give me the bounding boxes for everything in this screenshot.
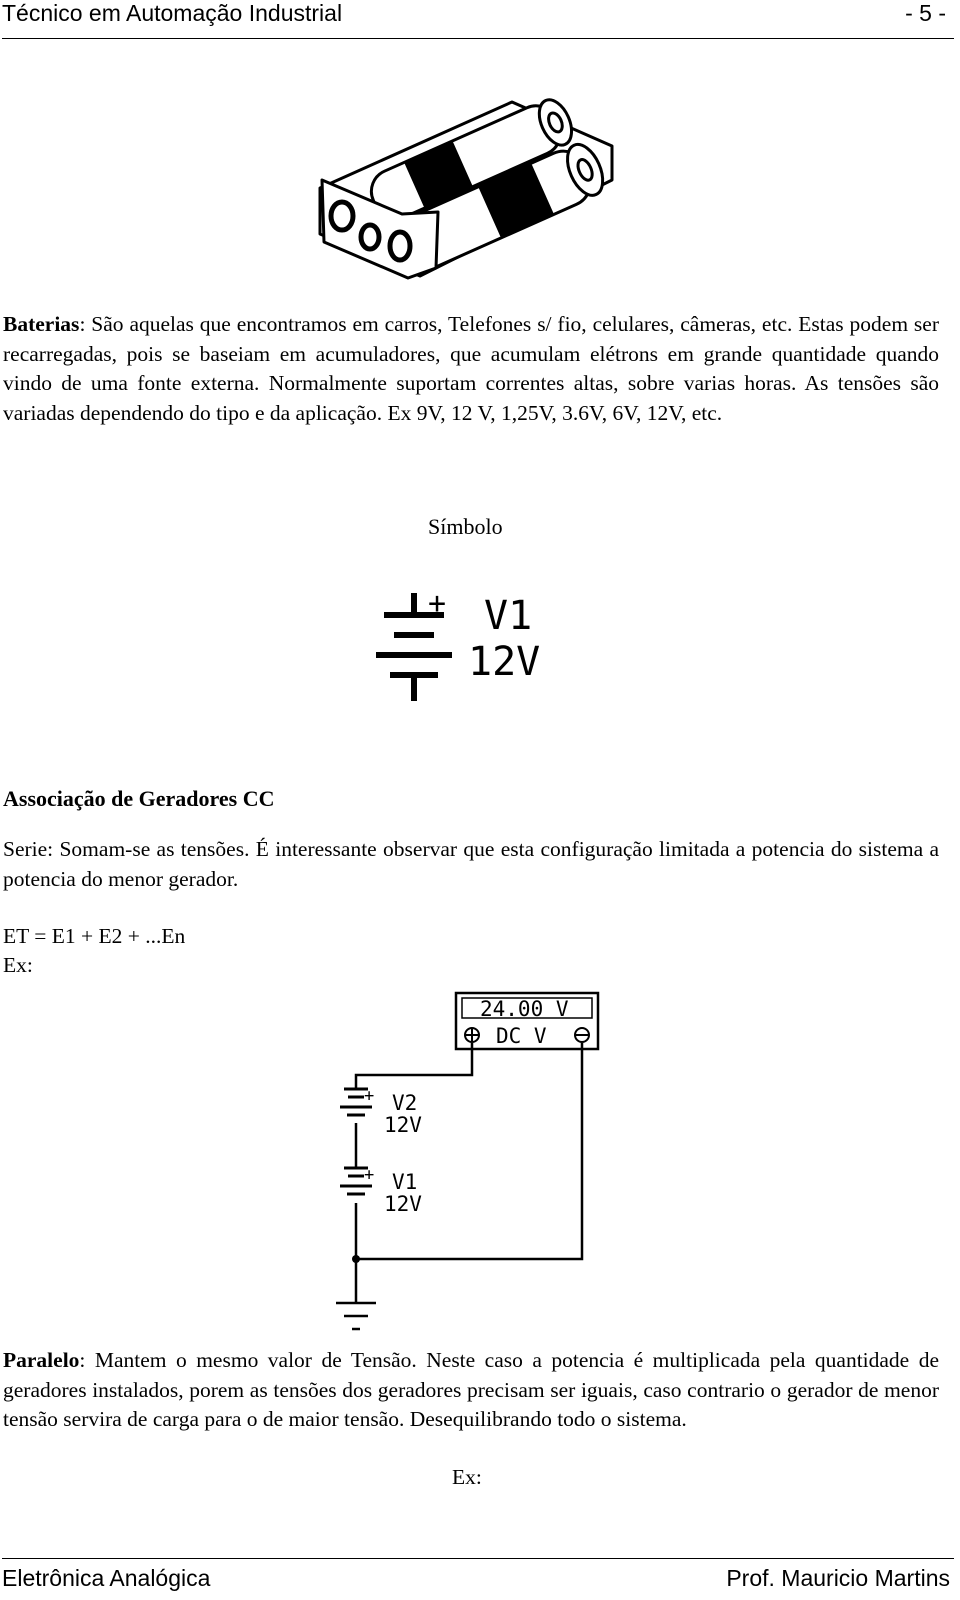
baterias-paragraph	[3, 310, 939, 428]
symbol-value: 12V	[468, 639, 541, 685]
v1-name: V1	[392, 1170, 418, 1194]
v1-plus: +	[364, 1165, 375, 1185]
page-number: - 5 -	[905, 0, 946, 26]
v2-value: 12V	[384, 1113, 422, 1137]
symbol-plus: +	[428, 586, 447, 621]
footer-author: Prof. Mauricio Martins	[726, 1565, 950, 1591]
page-header	[2, 0, 954, 39]
battery-holder-drawing	[312, 96, 632, 296]
paralelo-ex-label: Ex:	[452, 1465, 482, 1489]
baterias-text: : São aquelas que encontramos em carros, Telefones s/ fio, celulares, câmeras, etc. Estas podem ser recarregadas, pois se baseiam em acumuladores, que acumulam elétrons em grande quantidade quando vindo de uma fonte externa. Normalmente suportam correntes altas, sobre varias horas. As tensões são variadas dependendo do tipo e da aplicação. Ex 9V, 12 V, 1,25V, 3.6V, 6V, 12V, etc.	[3, 312, 939, 425]
page-footer	[2, 1558, 954, 1599]
association-heading: Associação de Geradores CC	[3, 786, 275, 811]
paralelo-text: : Mantem o mesmo valor de Tensão. Neste caso a potencia é multiplicada pela quantidade de geradores instalados, porem as tensões dos geradores precisam ser iguais, caso contrario o gerador de menor tensão servira de carga para o de maior tensão. Desequilibrando todo o sistema.	[3, 1348, 939, 1431]
series-ex-label: Ex:	[3, 953, 33, 977]
meter-reading: 24.00 V	[480, 997, 569, 1021]
paralelo-paragraph	[3, 1346, 939, 1435]
v1-value: 12V	[384, 1192, 422, 1216]
ground-icon	[336, 1303, 376, 1329]
battery-symbol	[370, 585, 590, 710]
series-circuit-diagram	[300, 985, 620, 1340]
v2-name: V2	[392, 1091, 418, 1115]
paralelo-term: Paralelo	[3, 1348, 80, 1372]
header-title: Técnico em Automação Industrial	[2, 0, 343, 26]
footer-course: Eletrônica Analógica	[2, 1565, 211, 1591]
baterias-term: Baterias	[3, 312, 80, 336]
serie-paragraph: Serie: Somam-se as tensões. É interessante observar que esta configuração limitada a potencia do sistema a potencia do menor gerador.	[3, 837, 939, 891]
meter-mode: DC V	[496, 1024, 547, 1048]
symbol-caption: Símbolo	[428, 514, 503, 539]
v2-plus: +	[364, 1086, 375, 1106]
series-formula: ET = E1 + E2 + ...En	[3, 924, 186, 948]
symbol-name: V1	[484, 593, 533, 639]
